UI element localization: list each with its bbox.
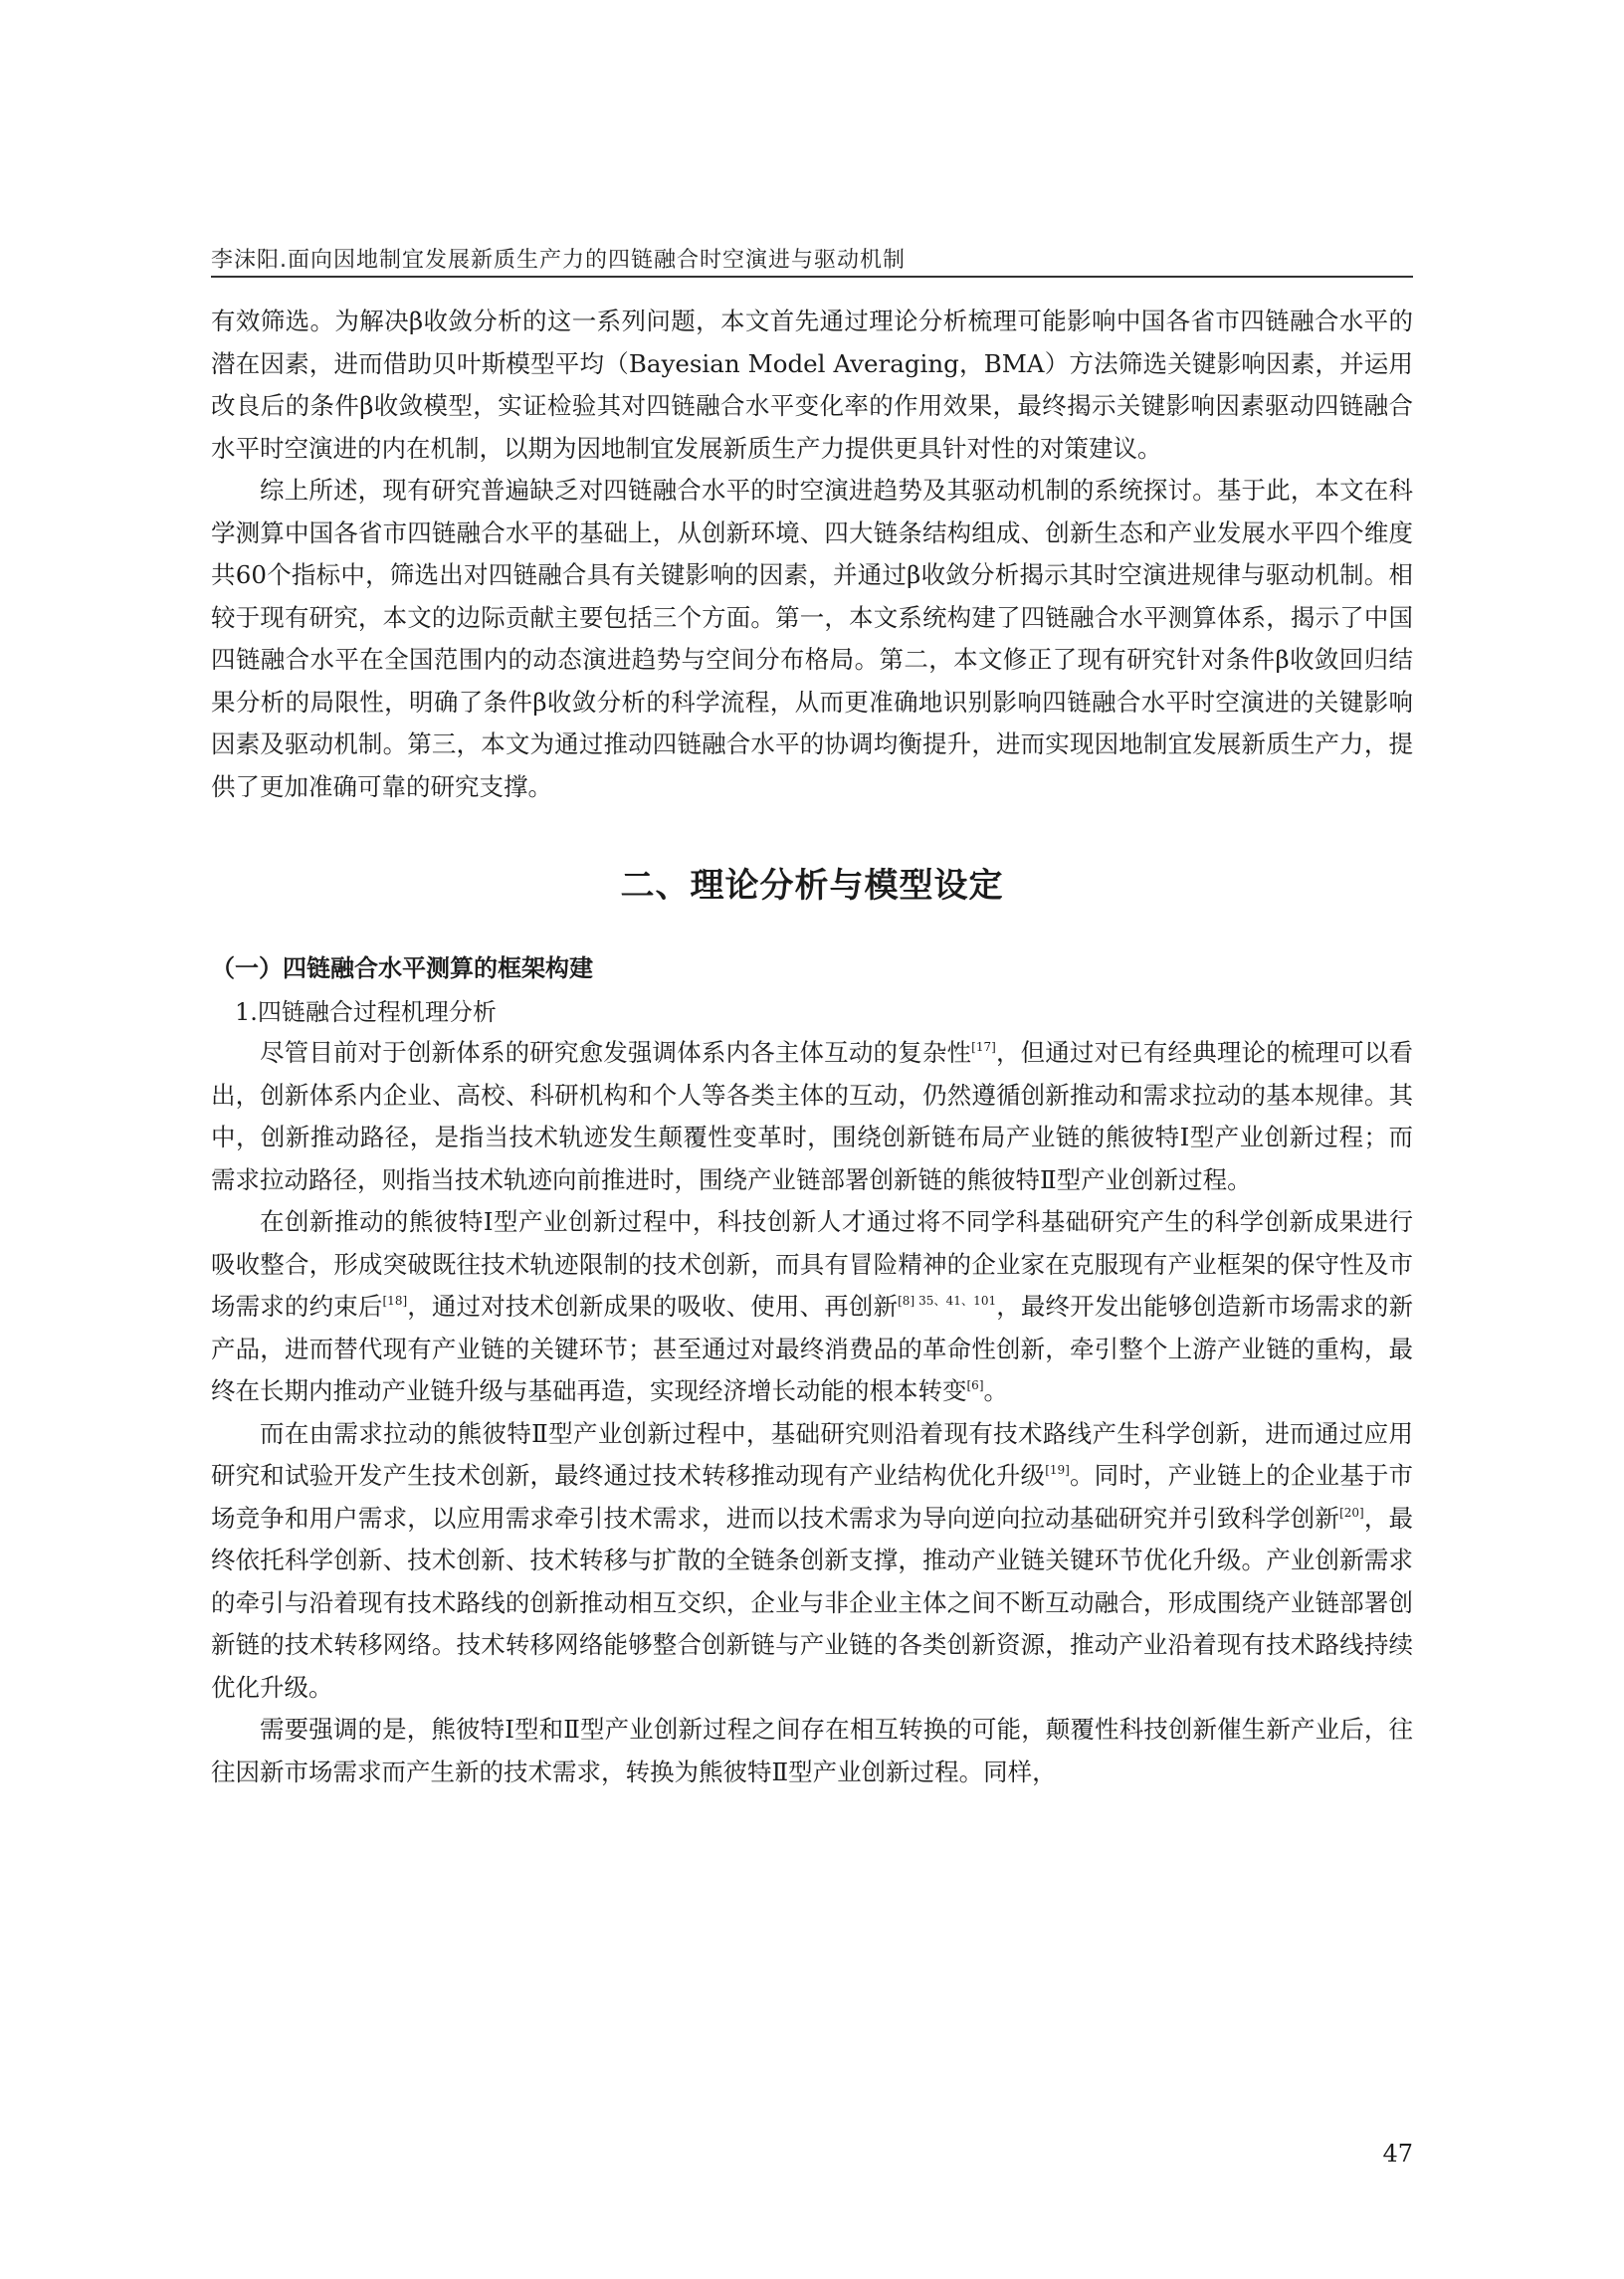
text-run: 尽管目前对于创新体系的研究愈发强调体系内各主体互动的复杂性 [260, 1038, 972, 1067]
citation-ref: [17] [971, 1040, 996, 1054]
page-number: 47 [1382, 2140, 1413, 2168]
text-run: 。同时，产业链上的企业基于市场竞争和用户需求，以应用需求牵引技术需求，进而以技术需求为导向逆向拉动基础研究并引致科学创新 [211, 1461, 1414, 1533]
subsection-heading: （一）四链融合水平测算的框架构建 [211, 954, 593, 982]
text-run: ，但通过对已有经典理论的梳理可以看出，创新体系内企业、高校、科研机构和个人等各类主体的互动，仍然遵循创新推动和需求拉动的基本规律。其中，创新推动路径，是指当技术轨迹发生颠覆性变革时，围绕创新链布局产业链的熊彼特Ⅰ型产业创新过程；而需求拉动路径，则指当技术轨迹向前推进时，围绕产业链部署创新链的熊彼特Ⅱ型产业创新过程。 [211, 1038, 1413, 1194]
text-run: ，最终开发出能够创造新市场需求的新产品，进而替代现有产业链的关键环节；甚至通过对最终消费品的革命性创新，牵引整个上游产业链的重构，最终在长期内推动产业链升级与基础再造，实现经济增长动能的根本转变 [211, 1292, 1414, 1405]
text-run: ，最终依托科学创新、技术创新、技术转移与扩散的全链条创新支撑，推动产业链关键环节优化升级。产业创新需求的牵引与沿着现有技术路线的创新推动相互交织，企业与非企业主体之间不断互动融合，形成围绕产业链部署创新链的技术转移网络。技术转移网络能够整合创新链与产业链的各类创新资源，推动产业沿着现有技术路线持续优化升级。 [211, 1503, 1414, 1702]
intro-paragraph-2: 综上所述，现有研究普遍缺乏对四链融合水平的时空演进趋势及其驱动机制的系统探讨。基于此，本文在科学测算中国各省市四链融合水平的基础上，从创新环境、四大链条结构组成、创新生态和产业发展水平四个维度共60个指标中，筛选出对四链融合具有关键影响的因素，并通过β收敛分析揭示其时空演进规律与驱动机制。相较于现有研究，本文的边际贡献主要包括三个方面。第一，本文系统构建了四链融合水平测算体系，揭示了中国四链融合水平在全国范围内的动态演进趋势与空间分布格局。第二，本文修正了现有研究针对条件β收敛回归结果分析的局限性，明确了条件β收敛分析的科学流程，从而更准确地识别影响四链融合水平时空演进的关键影响因素及驱动机制。第三，本文为通过推动四链融合水平的协调均衡提升，进而实现因地制宜发展新质生产力，提供了更加准确可靠的研究支撑。 [211, 476, 1413, 801]
text-run: 。 [983, 1376, 1008, 1405]
text-run: 在创新推动的熊彼特Ⅰ型产业创新过程中，科技创新人才通过将不同学科基础研究产生的科学创新成果进行吸收整合，形成突破既往技术轨迹限制的技术创新，而具有冒险精神的企业家在克服现有产业框架的保守性及市场需求的约束后 [211, 1207, 1413, 1321]
running-head: 李沫阳.面向因地制宜发展新质生产力的四链融合时空演进与驱动机制 [211, 248, 906, 273]
body-paragraph-3 [211, 1413, 1413, 1710]
text-run: 而在由需求拉动的熊彼特Ⅱ型产业创新过程中，基础研究则沿着现有技术路线产生科学创新，进而通过应用研究和试验开发产生技术创新，最终通过技术转移推动现有产业结构优化升级 [211, 1418, 1413, 1490]
citation-ref: [6] [966, 1378, 984, 1392]
article-body [211, 301, 1413, 1793]
citation-ref: [20] [1339, 1505, 1364, 1520]
subsubsection-heading: 1.四链融合过程机理分析 [235, 998, 497, 1026]
body-paragraph-2 [211, 1201, 1413, 1413]
citation-ref: [19] [1045, 1463, 1070, 1477]
section-heading: 二、理论分析与模型设定 [620, 866, 1004, 906]
body-paragraph-1 [211, 1032, 1413, 1201]
citation-ref: [8] 35、41、101 [898, 1294, 997, 1308]
header-rule [211, 276, 1413, 278]
text-run: ，通过对技术创新成果的吸收、使用、再创新 [407, 1292, 899, 1321]
intro-paragraph-1: 有效筛选。为解决β收敛分析的这一系列问题，本文首先通过理论分析梳理可能影响中国各省市四链融合水平的潜在因素，进而借助贝叶斯模型平均（Bayesian Model Averaging，BMA）方法筛选关键影响因素，并运用改良后的条件β收敛模型，实证检验其对四链融合水平变化率的作用效果，最终揭示关键影响因素驱动四链融合水平时空演进的内在机制，以期为因地制宜发展新质生产力提供更具针对性的对策建议。 [211, 307, 1413, 463]
citation-ref: [18] [382, 1294, 408, 1308]
body-paragraph-4: 需要强调的是，熊彼特Ⅰ型和Ⅱ型产业创新过程之间存在相互转换的可能，颠覆性科技创新催生新产业后，往往因新市场需求而产生新的技术需求，转换为熊彼特Ⅱ型产业创新过程。同样， [211, 1715, 1413, 1786]
